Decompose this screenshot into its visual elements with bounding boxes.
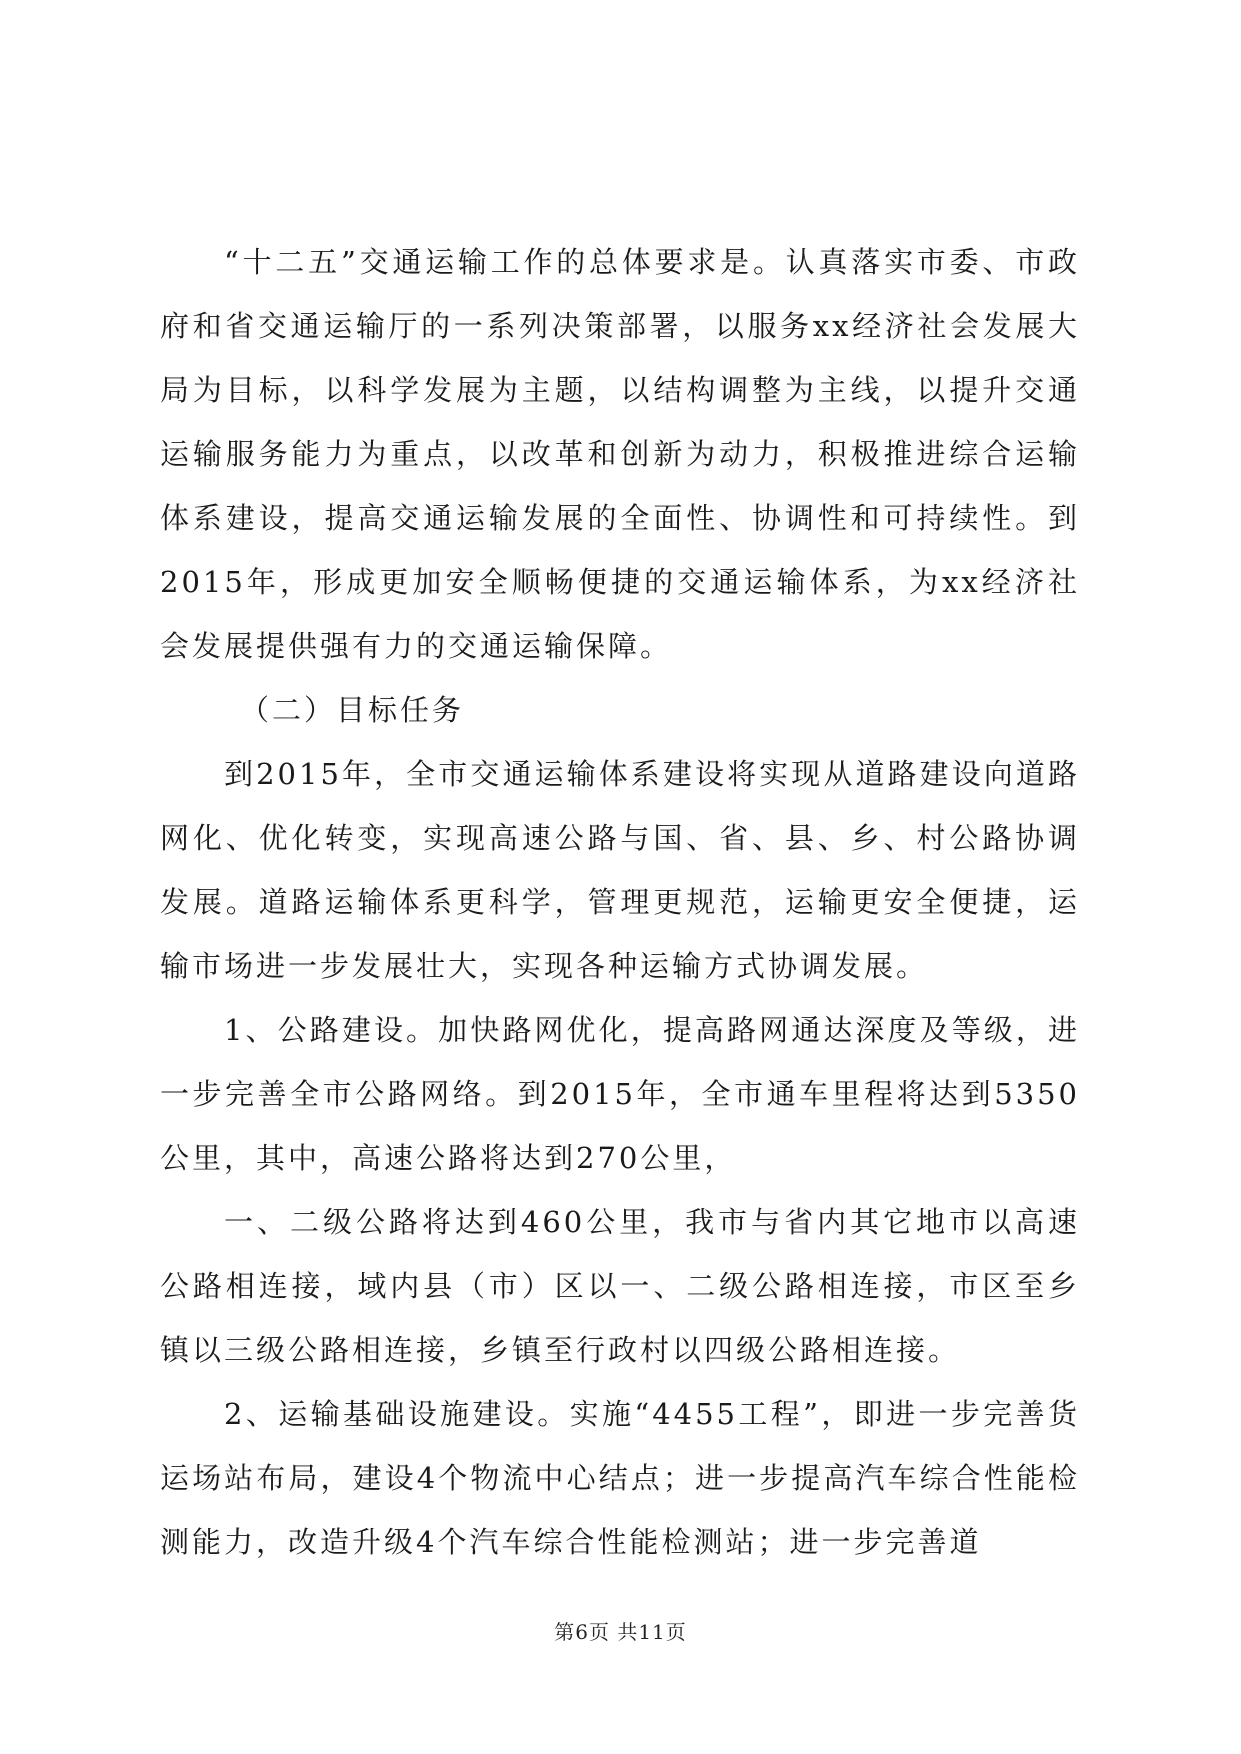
paragraph-highway-construction: 1、公路建设。加快路网优化，提高路网通达深度及等级，进一步完善全市公路网络。到2015年，全市通车里程将达到5350公里，其中，高速公路将达到270公里，: [160, 1013, 1080, 1175]
paragraph-2015-targets: 到2015年，全市交通运输体系建设将实现从道路建设向道路网化、优化转变，实现高速公路与国、省、县、乡、村公路协调发展。道路运输体系更科学，管理更规范，运输更安全便捷，运输市场进一步发展壮大，实现各种运输方式协调发展。: [160, 757, 1080, 983]
paragraph-general-requirements: “十二五”交通运输工作的总体要求是。认真落实市委、市政府和省交通运输厅的一系列决策部署，以服务xx经济社会发展大局为目标，以科学发展为主题，以结构调整为主线，以提升交通运输服务能力为重点，以改革和创新为动力，积极推进综合运输体系建设，提高交通运输发展的全面性、协调性和可持续性。到2015年，形成更加安全顺畅便捷的交通运输体系，为xx经济社会发展提供强有力的交通运输保障。: [160, 245, 1080, 663]
paragraph-road-grades: 一、二级公路将达到460公里，我市与省内其它地市以高速公路相连接，域内县（市）区以一、二级公路相连接，市区至乡镇以三级公路相连接，乡镇至行政村以四级公路相连接。: [160, 1205, 1080, 1367]
section-heading-goals-tasks: （二）目标任务: [240, 693, 465, 727]
document-body: [160, 230, 1080, 1574]
paragraph-transport-infrastructure: 2、运输基础设施建设。实施“4455工程”，即进一步完善货运场站布局，建设4个物流中心结点；进一步提高汽车综合性能检测能力，改造升级4个汽车综合性能检测站；进一步完善道: [160, 1397, 1080, 1559]
page-footer: 第6页 共11页: [554, 1620, 687, 1644]
